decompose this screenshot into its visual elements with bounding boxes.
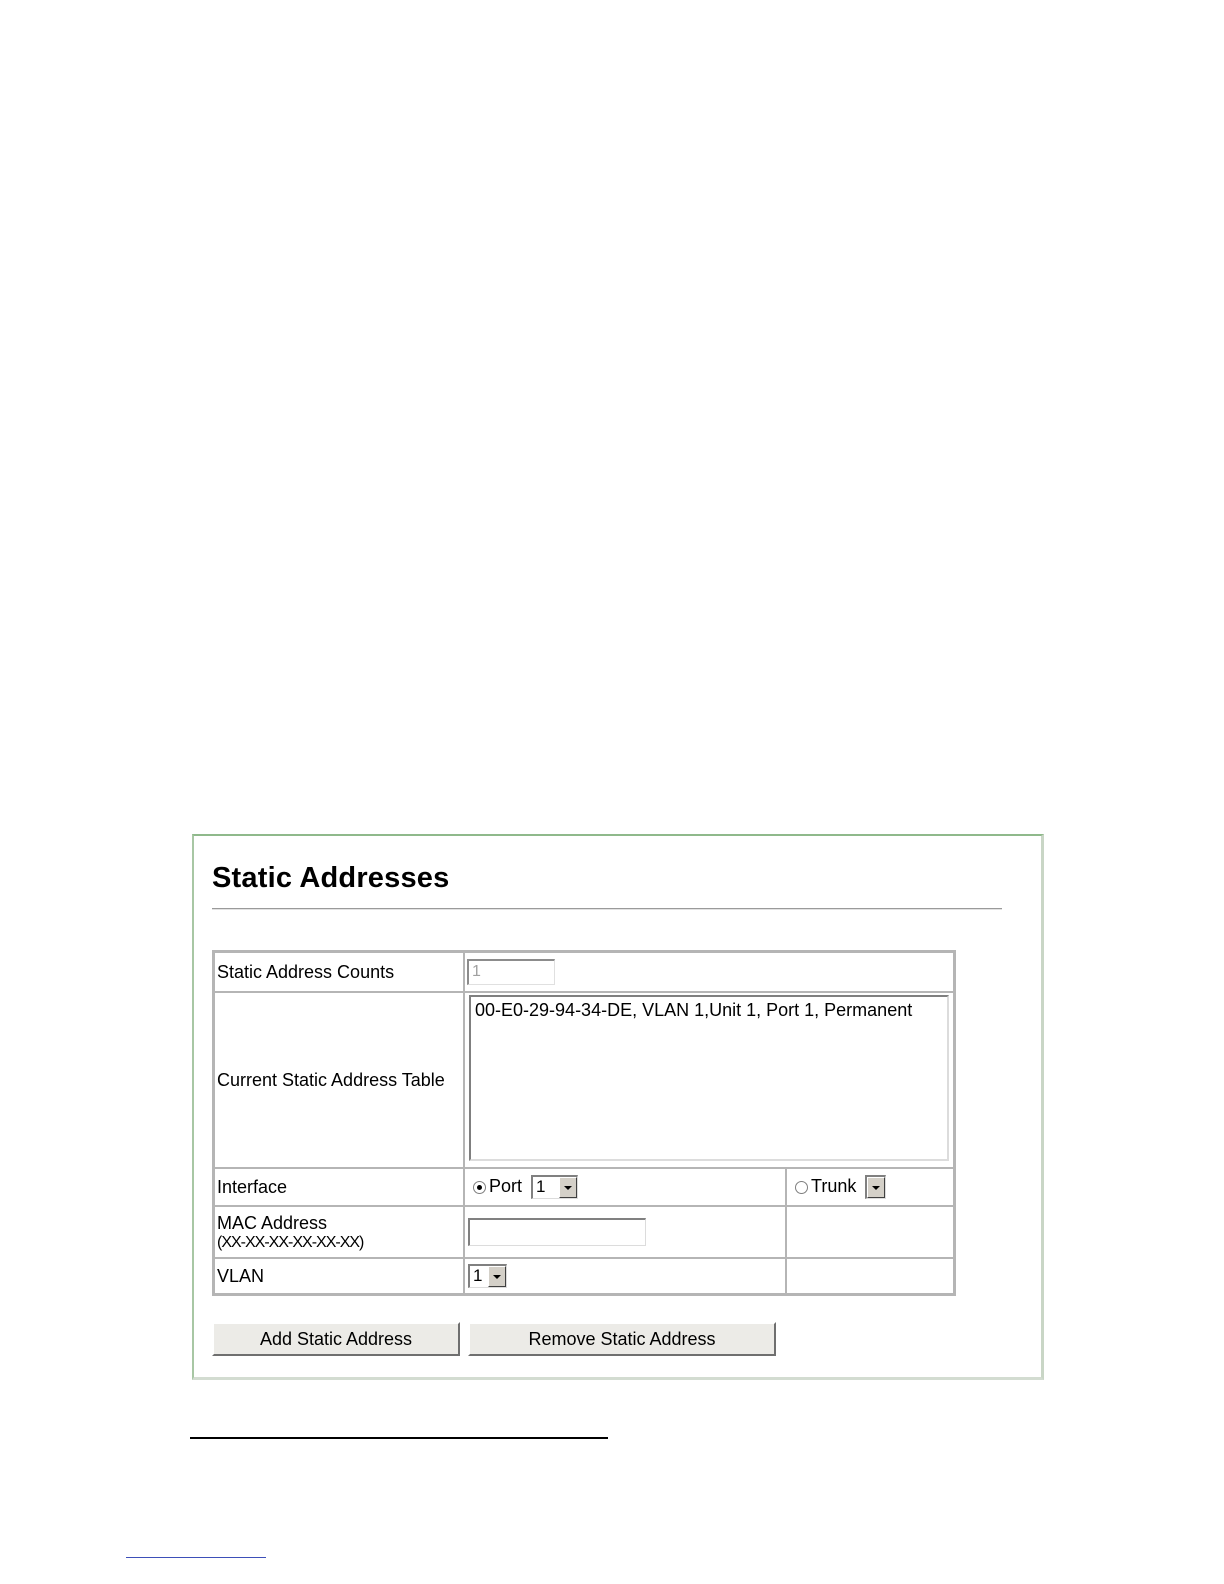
mac-format-hint: (XX-XX-XX-XX-XX-XX) [217, 1233, 364, 1251]
mac-empty-cell [786, 1206, 954, 1258]
vlan-label: VLAN [214, 1258, 464, 1294]
trunk-radio-label: Trunk [811, 1175, 857, 1196]
static-address-listbox[interactable] [469, 995, 949, 1161]
vlan-select[interactable] [468, 1264, 507, 1288]
mac-address-input[interactable] [468, 1218, 646, 1246]
trunk-select[interactable] [865, 1175, 886, 1199]
table-label: Current Static Address Table [214, 992, 464, 1168]
vlan-select-cell [464, 1258, 786, 1294]
chevron-down-icon[interactable] [488, 1266, 506, 1287]
page-title: Static Addresses [212, 862, 450, 894]
static-addresses-panel [192, 834, 1044, 1380]
static-address-counts-field: 1 [467, 959, 555, 985]
mac-label-cell [214, 1206, 464, 1258]
trunk-cell [786, 1168, 954, 1206]
counts-cell [464, 952, 954, 992]
static-address-form [212, 950, 956, 1296]
add-static-address-button[interactable]: Add Static Address [212, 1322, 460, 1356]
list-item[interactable]: 00-E0-29-94-34-DE, VLAN 1,Unit 1, Port 1, Permanent [475, 1000, 913, 1020]
chevron-down-icon[interactable] [559, 1177, 577, 1198]
port-radio[interactable] [473, 1181, 486, 1194]
table-cell [464, 992, 954, 1168]
trunk-radio[interactable] [795, 1181, 808, 1194]
port-select[interactable] [531, 1175, 578, 1199]
interface-label: Interface [214, 1168, 464, 1206]
vlan-empty-cell [786, 1258, 954, 1294]
remove-static-address-button[interactable]: Remove Static Address [468, 1322, 776, 1356]
port-cell [464, 1168, 786, 1206]
footnote-divider [190, 1437, 608, 1439]
mac-address-label: MAC Address [217, 1212, 328, 1233]
mac-input-cell [464, 1206, 786, 1258]
counts-label: Static Address Counts [214, 952, 464, 992]
title-divider [212, 908, 1002, 910]
port-radio-label: Port [489, 1175, 523, 1196]
chevron-down-icon[interactable] [867, 1177, 885, 1198]
link-underline [126, 1557, 266, 1558]
port-select-value: 1 [536, 1177, 546, 1196]
vlan-select-value: 1 [473, 1266, 483, 1285]
